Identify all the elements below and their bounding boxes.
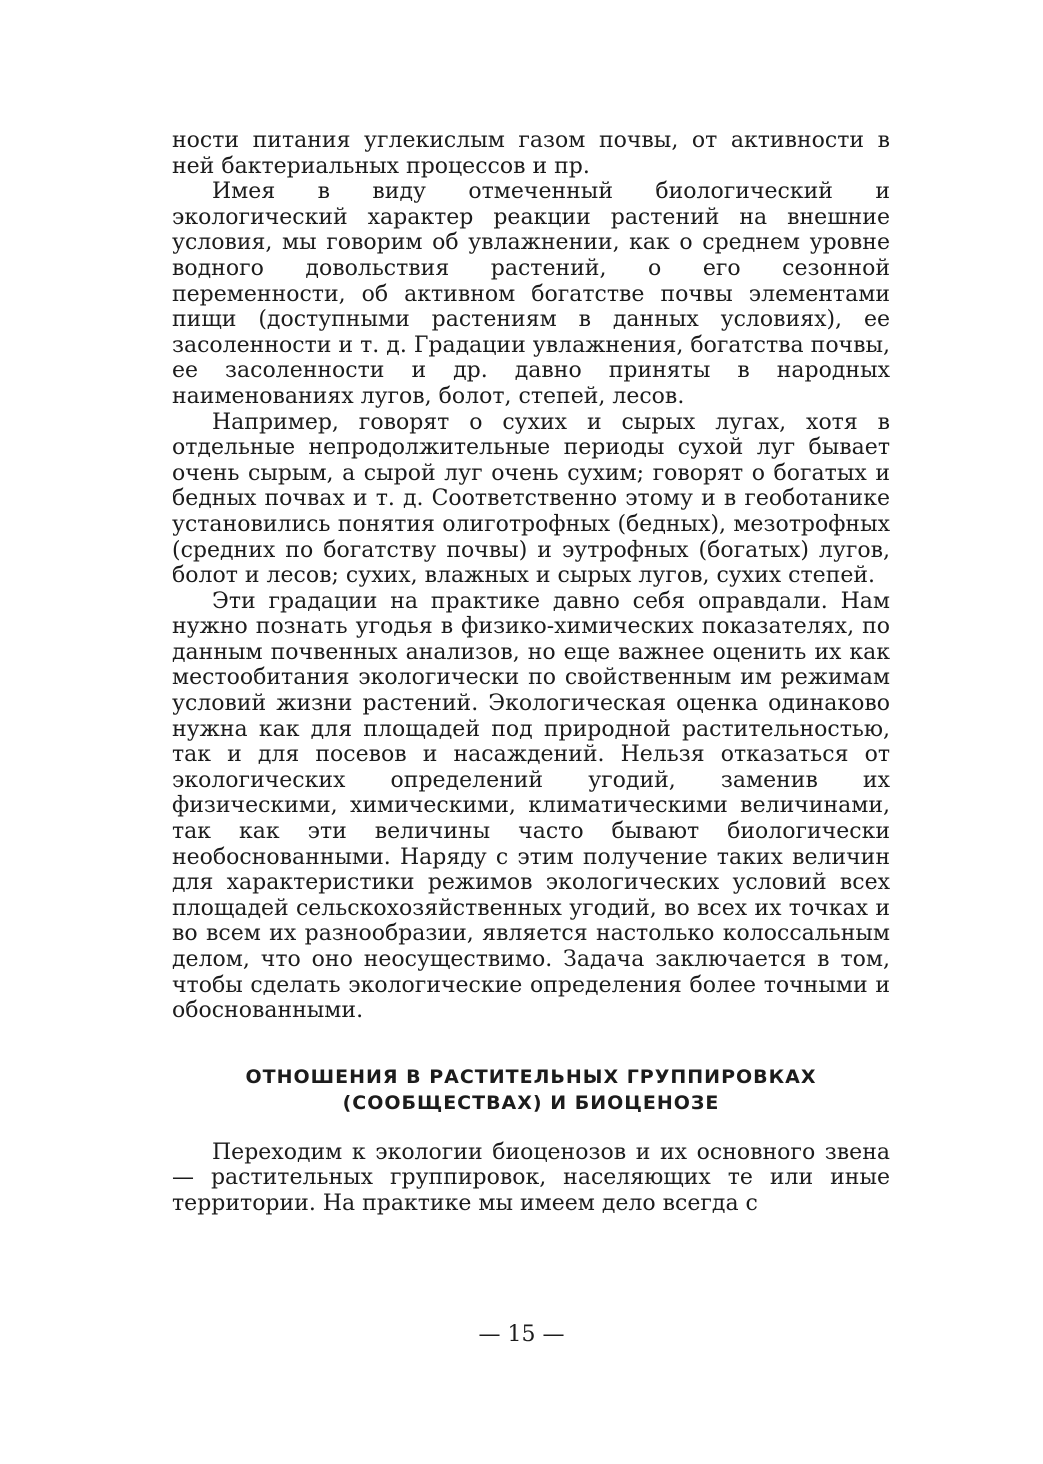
paragraph-4: Эти градации на практике давно себя оправдали. Нам нужно познать угодья в физико-химических показателях, по данным почвенных анализов, но еще важнее оценить их как местообитания экологически по свойственным им режимам условий жизни растений. Экологическая оценка одинаково нужна как для площадей под природной растительностью, так и для посевов и насаждений. Нельзя отказаться от экологических определений угодий, заменив их физическими, химическими, климатическими величинами, так как эти величины часто бывают биологически необоснованными. Наряду с этим получение таких величин для характеристики режимов экологических условий всех площадей сельскохозяйственных угодий, во всех их точках и во всем их разнообразии, является настолько колоссальным делом, что оно неосуществимо. Задача заключается в том, чтобы сделать экологические определения более точными и обоснованными. <box>172 588 890 1024</box>
paragraph-1: ности питания углекислым газом почвы, от активности в ней бактериальных процессов и пр. <box>172 128 890 179</box>
paragraph-2: Имея в виду отмеченный биологический и экологический характер реакции растений на внешние условия, мы говорим об увлажнении, как о среднем уровне водного довольствия растений, о его сезонной переменности, об активном богатстве почвы элементами пищи (доступными растениям в данных условиях), ее засоленности и т. д. Градации увлажнения, богатства почвы, ее засоленности и др. давно приняты в народных наименованиях лугов, болот, степей, лесов. <box>172 179 890 409</box>
section-heading-line-2: (СООБЩЕСТВАХ) И БИОЦЕНОЗЕ <box>342 1091 720 1114</box>
page-body <box>172 128 890 1217</box>
paragraph-3: Например, говорят о сухих и сырых лугах, хотя в отдельные непродолжительные периоды сухой луг бывает очень сырым, а сырой луг очень сухим; говорят о богатых и бедных почвах и т. д. Соответственно этому и в геоботанике установились понятия олиготрофных (бедных), мезотрофных (средних по богатству почвы) и эутрофных (богатых) лугов, болот и лесов; сухих, влажных и сырых лугов, сухих степей. <box>172 409 890 589</box>
section-heading-line-1: ОТНОШЕНИЯ В РАСТИТЕЛЬНЫХ ГРУППИРОВКАХ <box>245 1065 817 1088</box>
paragraph-5: Переходим к экологии биоценозов и их основного звена — растительных группировок, населяющих те или иные территории. На практике мы имеем дело всегда с <box>172 1139 890 1216</box>
page-number: — 15 — <box>478 1322 565 1347</box>
section-heading <box>172 1064 890 1116</box>
